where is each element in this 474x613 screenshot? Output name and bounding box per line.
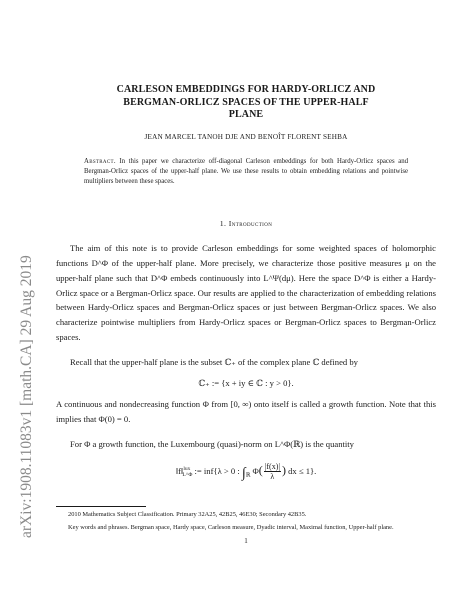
section-number: 1. bbox=[219, 219, 227, 229]
fraction-numerator: |f(x)| bbox=[264, 462, 280, 472]
norm-superscript: lux bbox=[183, 465, 191, 472]
integral-domain: ℝ bbox=[245, 472, 251, 479]
fraction bbox=[264, 462, 281, 481]
abstract-label: Abstract. bbox=[84, 157, 116, 165]
title-line-1: CARLESON EMBEDDINGS FOR HARDY-ORLICZ AND bbox=[116, 84, 376, 95]
norm-symbol: ‖f‖ bbox=[175, 465, 184, 476]
equation-luxembourg-norm: ‖f‖$^{lux}_{L\^{}\Phi}$ := inf{λ > 0 : $\int_ℝ$ Φ( $\frac{|f(x)|}{\lambda}$ ) dx ≤ 1}. bbox=[175, 462, 317, 482]
paper-title bbox=[56, 84, 436, 122]
intro-paragraph-2: Recall that the upper-half plane is the subset ℂ₊ of the complex plane ℂ defined by bbox=[70, 356, 358, 367]
authors: JEAN MARCEL TANOH DJE AND BENOÎT FLORENT SEHBA bbox=[144, 132, 348, 141]
arxiv-stamp-text: arXiv:1908.11083v1 [math.CA] 29 Aug 2019 bbox=[18, 255, 35, 538]
abstract-text: In this paper we characterize off-diagonal Carleson embeddings for both Hardy-Orlicz spaces and Bergman-Orlicz spaces of the upper-half plane. We use these results to obtain embedding relations and pointwise multipliers between these spaces. bbox=[84, 157, 409, 185]
fraction-denominator: λ bbox=[270, 472, 275, 482]
norm-condition: dx ≤ 1}. bbox=[288, 465, 317, 476]
section-heading bbox=[56, 219, 436, 228]
footnote-rule bbox=[56, 506, 146, 507]
page-number: 1 bbox=[244, 537, 248, 546]
integral-sign: ∫ bbox=[241, 465, 246, 481]
abstract bbox=[84, 157, 408, 188]
equation-upper-half-plane: ℂ₊ := {x + iy ∈ ℂ : y > 0}. bbox=[198, 378, 294, 389]
norm-definition: := inf{λ > 0 : bbox=[194, 465, 240, 476]
section-title: Introduction bbox=[228, 219, 273, 229]
title-line-2: BERGMAN-ORLICZ SPACES OF THE UPPER-HALF bbox=[123, 96, 369, 108]
intro-paragraph-3: A continuous and nondecreasing function Φ from [0, ∞) onto itself is called a growth function. Note that this implies that Φ(0) = 0. bbox=[56, 399, 436, 425]
title-line-3: PLANE bbox=[228, 109, 264, 120]
norm-subscript: L^Φ bbox=[182, 472, 193, 479]
paper-page bbox=[56, 84, 436, 545]
intro-paragraph-4: For Φ a growth function, the Luxembourg (quasi)-norm on L^Φ(ℝ) is the quantity bbox=[70, 439, 354, 450]
footnote-keywords: Key words and phrases. Bergman space, Hardy space, Carleson measure, Dyadic interval, Maximal function, Upper-half plane. bbox=[68, 523, 394, 531]
phi-symbol: Φ bbox=[252, 465, 259, 476]
footnote-msc: 2010 Mathematics Subject Classification. Primary 32A25, 42B25, 46E30; Secondary 42B35. bbox=[68, 511, 307, 519]
arxiv-stamp bbox=[4, 120, 44, 540]
intro-paragraph-1: The aim of this note is to provide Carleson embeddings for some weighted spaces of holomorphic functions D^Φ of the upper-half plane. More precisely, we characterize those positive measures μ on the upper-half plane such that D^Φ embeds continuously into L^Ψ(dμ). Here the space D^Φ is either a Hardy-Orlicz space or a Bergman-Orlicz space. Our results are applied to the characterization of embedding relations between Hardy-Orlicz spaces and Bergman-Orlicz spaces or just between Bergman-Orlicz spaces. We also characterize pointwise multipliers from Hardy-Orlicz spaces or Bergman-Orlicz spaces to Bergman-Orlicz spaces. bbox=[56, 243, 436, 342]
